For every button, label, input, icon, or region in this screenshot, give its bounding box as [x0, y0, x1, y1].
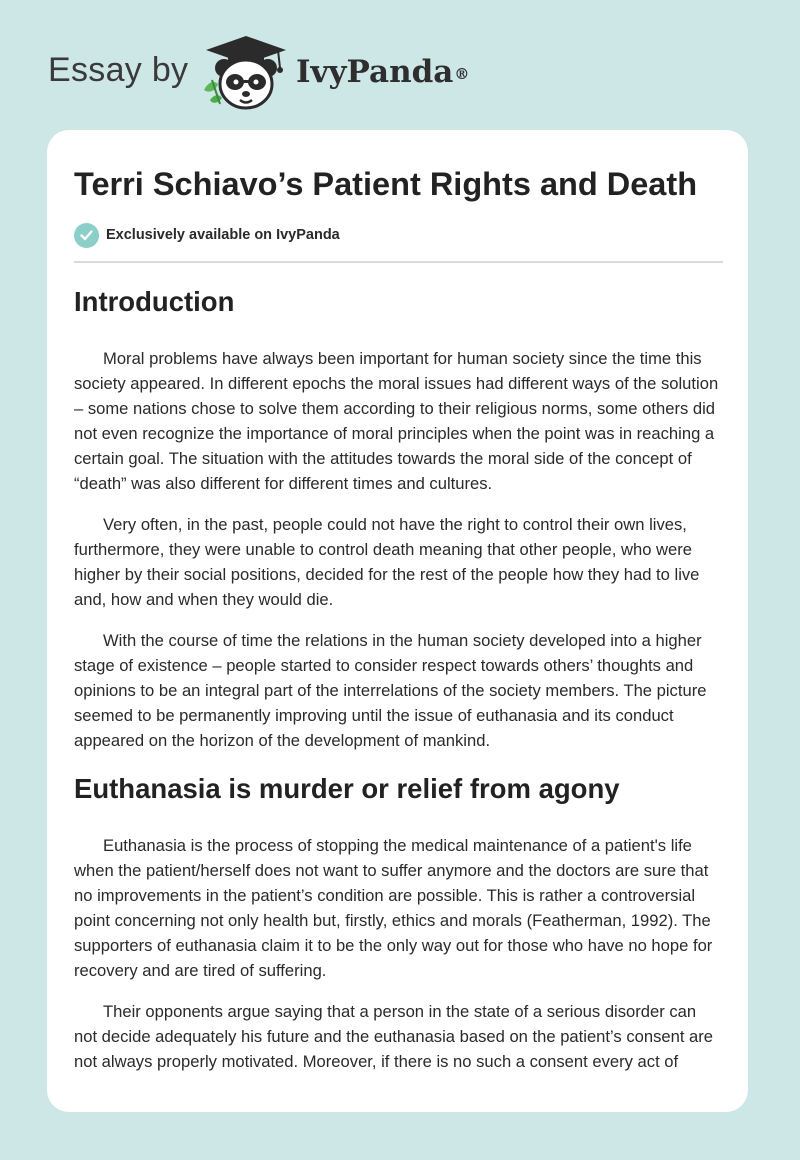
exclusive-badge-label: Exclusively available on IvyPanda — [106, 227, 340, 243]
panda-logo-icon[interactable] — [200, 34, 292, 112]
section-heading-introduction: Introduction — [74, 286, 235, 317]
paragraph — [74, 346, 726, 496]
exclusive-badge — [74, 222, 340, 248]
paragraph-line: furthermore, they were unable to control death meaning that other people, who were — [74, 540, 693, 559]
paragraph-line: With the course of time the relations in the human society developed into a higher — [103, 631, 702, 650]
paragraph-line: Euthanasia is the process of stopping the medical maintenance of a patient's life — [103, 836, 692, 855]
paragraph-line: seemed to be permanently improving until the issue of euthanasia and its conduct — [74, 706, 674, 725]
brand-name[interactable] — [296, 52, 469, 92]
paragraph-line: supporters of euthanasia claim it to be the only way out for those who have no hope for — [74, 936, 713, 955]
section-heading-euthanasia: Euthanasia is murder or relief from agony — [74, 773, 620, 804]
paragraph-line: not always properly motivated. Moreover, if there is no such a consent every act of — [74, 1052, 679, 1071]
brand-label: IvyPanda — [296, 54, 454, 90]
page-title: Terri Schiavo’s Patient Rights and Death — [74, 166, 698, 202]
paragraph-line: Their opponents argue saying that a person in the state of a serious disorder can — [103, 1002, 697, 1021]
site-header — [0, 0, 800, 130]
registered-mark: ® — [454, 65, 470, 83]
check-circle-icon — [74, 223, 99, 248]
paragraph — [74, 999, 726, 1074]
paragraph-line: when the patient/herself does not want to suffer anymore and the doctors are sure that — [74, 861, 709, 880]
paragraph-line: higher by their social positions, decided for the rest of the people how they had to live — [74, 565, 700, 584]
paragraph — [74, 833, 726, 983]
paragraph-line: point concerning not only health but, firstly, ethics and morals (Featherman, 1992). The — [74, 911, 711, 930]
paragraph-line: not decide adequately his future and the euthanasia based on the patient’s consent are — [74, 1027, 714, 1046]
paragraph-line: appeared on the horizon of the development of mankind. — [74, 731, 491, 750]
paragraph-line: Moral problems have always been important for human society since the time this — [103, 349, 702, 368]
paragraph-line: society appeared. In different epochs the moral issues had different ways of the solution — [74, 374, 719, 393]
paragraph-line: opinions to be an integral part of the interrelations of the society members. The picture — [74, 681, 707, 700]
paragraph-line: stage of existence – people started to consider respect towards others’ thoughts and — [74, 656, 694, 675]
essay-card — [47, 130, 748, 1112]
title-divider — [74, 261, 723, 263]
paragraph — [74, 628, 726, 753]
paragraph-line: not even recognize the importance of moral principles when the point was in reaching a — [74, 424, 715, 443]
paragraph-line: no improvements in the patient’s condition are possible. This is rather a controversial — [74, 886, 696, 905]
essay-content — [74, 284, 726, 1074]
paragraph-line: – some nations chose to solve them according to their religious norms, some others did — [74, 399, 716, 418]
paragraph-line: “death” was also different for different times and cultures. — [74, 474, 493, 493]
paragraph-line: and, how and when they would die. — [74, 590, 334, 609]
paragraph-line: recovery and are tired of suffering. — [74, 961, 327, 980]
paragraph-line: certain goal. The situation with the attitudes towards the moral side of the concept of — [74, 449, 692, 468]
paragraph — [74, 512, 726, 612]
paragraph-line: Very often, in the past, people could not have the right to control their own lives, — [103, 515, 687, 534]
essay-by-label: Essay by — [48, 51, 189, 89]
